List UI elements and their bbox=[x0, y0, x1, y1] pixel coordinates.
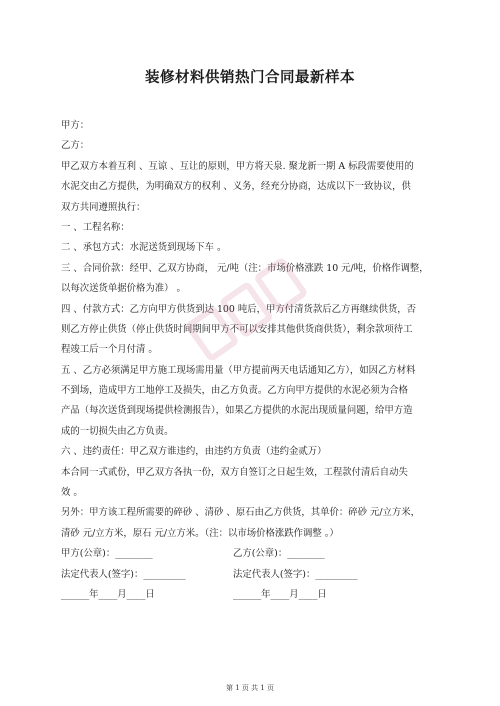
date-row bbox=[61, 585, 450, 605]
seal-row bbox=[61, 544, 450, 564]
text-line: 效 。 bbox=[61, 487, 83, 499]
text-line: 成的一切损失由乙方负责。 bbox=[61, 425, 174, 437]
text-line: 另外：甲方该工程所需要的碎砂 、清砂 、原石由乙方供货，其单价：碎砂 元/立方米， bbox=[61, 507, 420, 519]
text-line: 则乙方停止供货（停止供货时间期间甲方不可以安排其他供货商供货），剩余款项待工 bbox=[61, 323, 413, 335]
text-line: 双方共同遵照执行： bbox=[61, 201, 146, 213]
text-line: 甲乙双方本着互利 、互谅 、互让的原则，甲方将天泉. 聚龙新一期 A 标段需要使用的 bbox=[61, 160, 414, 172]
representative-row bbox=[61, 565, 450, 585]
party-a-seal: 甲方(公章)：________ bbox=[61, 548, 153, 560]
party-b-seal: 乙方(公章)：________ bbox=[233, 548, 325, 560]
text-line: 五 、乙方必须满足甲方施工现场需用量（甲方提前两天电话通知乙方），如因乙方材料 bbox=[61, 364, 416, 376]
party-b-date: ______年____月____日 bbox=[233, 588, 327, 600]
party-a-representative: 法定代表人(签字)：_________ bbox=[61, 568, 186, 580]
text-line: 产品（每次送货到现场提供检测报告），如果乙方提供的水泥出现质量问题，给甲方造 bbox=[61, 405, 413, 417]
text-line: 甲方： bbox=[61, 120, 90, 131]
text-line: 清砂 元/立方米，原石 元/立方米。（注：以市场价格涨跌作调整 。） bbox=[61, 527, 339, 539]
text-line: 程竣工后一个月付清 。 bbox=[61, 344, 158, 356]
contract-body bbox=[61, 116, 450, 605]
text-line: 二 、承包方式：水泥送货到现场下车 。 bbox=[61, 242, 227, 254]
party-a-date: ______年____月____日 bbox=[61, 588, 155, 600]
text-line: 不到场，造成甲方工地停工及损失，由乙方负责。乙方向甲方提供的水泥必须为合格 bbox=[61, 385, 408, 397]
text-line: 乙方： bbox=[61, 140, 90, 152]
document-title: 装修材料供销热门合同最新样本 bbox=[145, 70, 355, 86]
text-line: 以每次送货单据价格为准） 。 bbox=[61, 283, 186, 295]
page-footer: 第 1 页 共 1 页 bbox=[225, 684, 275, 692]
text-line: 四 、付款方式：乙方向甲方供货到达 100 吨后，甲方付清货款后乙方再继续供货，否 bbox=[61, 303, 416, 315]
text-line: 本合同一式贰份，甲乙双方各执一份，双方自签订之日起生效，工程款付清后自动失 bbox=[61, 466, 408, 478]
text-line: 六 、违约责任：甲乙双方谁违约，由违约方负责（违约金贰万） bbox=[61, 446, 327, 458]
party-b-representative: 法定代表人(签字)：_________ bbox=[233, 568, 358, 580]
text-line: 三 、合同价款：经甲、乙双方协商， 元/吨（注：市场价格涨跌 10 元/吨，价格作调整， bbox=[61, 262, 429, 274]
text-line: 一 、工程名称： bbox=[61, 221, 130, 233]
text-line: 水泥交由乙方提供，为明确双方的权利 、义务，经充分协商，达成以下一致协议，供 bbox=[61, 181, 411, 193]
